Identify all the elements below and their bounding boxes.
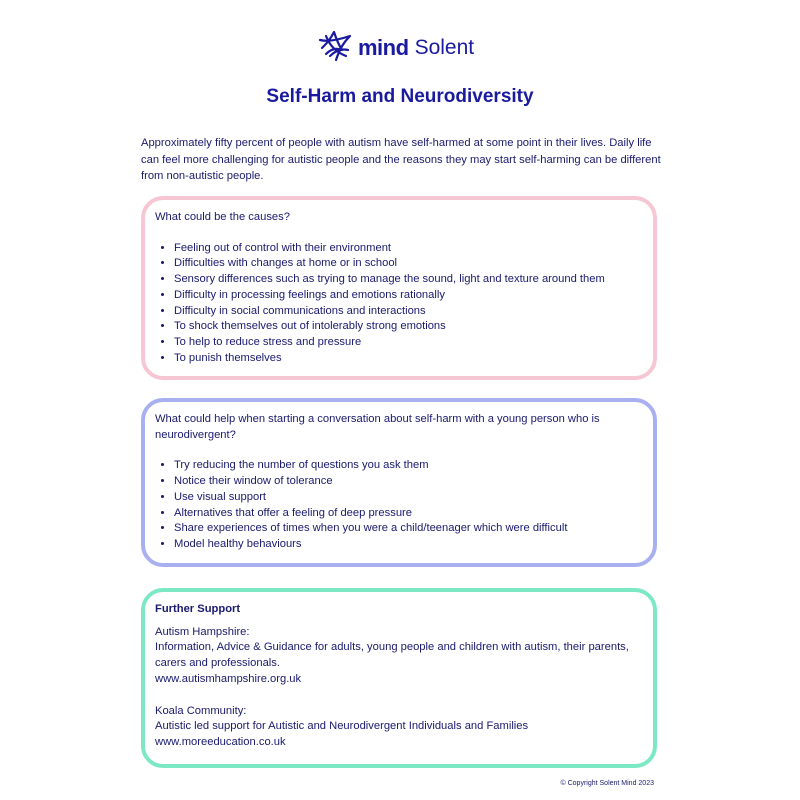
mind-solent-logo [316, 28, 474, 68]
copyright-notice: © Copyright Solent Mind 2023 [560, 780, 654, 787]
logo-mind-text: mind [358, 35, 409, 60]
logo-solent-text: Solent [414, 36, 475, 59]
causes-list [155, 241, 643, 367]
help-list [155, 458, 643, 552]
mind-logo-icon [316, 26, 356, 71]
list-item: • Notice their window of tolerance [174, 474, 643, 490]
org-url-link[interactable]: www.moreeducation.co.uk [155, 735, 286, 748]
support-org-autism-hampshire [155, 625, 643, 688]
list-item: • Alternatives that offer a feeling of deep pressure [174, 506, 643, 522]
list-item: • To shock themselves out of intolerably strong emotions [174, 319, 643, 335]
org-description: Autistic led support for Autistic and Neurodivergent Individuals and Families [155, 720, 529, 733]
list-item: • Model healthy behaviours [174, 537, 643, 553]
causes-card [141, 196, 657, 380]
list-item: • Try reducing the number of questions you ask them [174, 458, 643, 474]
org-url-link[interactable]: www.autismhampshire.org.uk [155, 672, 302, 685]
list-item: • Sensory differences such as trying to manage the sound, light and texture around them [174, 272, 643, 288]
help-card [141, 398, 657, 567]
support-org-koala-community [155, 704, 643, 751]
org-name: Koala Community: [155, 704, 247, 717]
list-item: • Difficulty in social communications and interactions [174, 304, 643, 320]
org-name: Autism Hampshire: [155, 625, 250, 638]
further-support-card [141, 588, 657, 768]
causes-heading: What could be the causes? [155, 211, 290, 223]
list-item: • Use visual support [174, 490, 643, 506]
org-description: Information, Advice & Guidance for adults, young people and children with autism, their parents, carers and professionals. [155, 641, 629, 670]
list-item: • Difficulty in processing feelings and emotions rationally [174, 288, 643, 304]
help-heading: What could help when starting a conversation about self-harm with a young person who is neurodivergent? [155, 413, 600, 441]
support-heading: Further Support [155, 603, 241, 615]
list-item: • To help to reduce stress and pressure [174, 335, 643, 351]
intro-paragraph: Approximately fifty percent of people with autism have self-harmed at some point in their lives. Daily life can feel more challenging for autistic people and the reasons they may start self-harming can be different from non-autistic people. [141, 137, 661, 182]
list-item: • To punish themselves [174, 351, 643, 367]
list-item: • Feeling out of control with their environment [174, 241, 643, 257]
list-item: • Difficulties with changes at home or in school [174, 256, 643, 272]
page-title: Self-Harm and Neurodiversity [266, 86, 534, 107]
list-item: • Share experiences of times when you were a child/teenager which were difficult [174, 521, 643, 537]
